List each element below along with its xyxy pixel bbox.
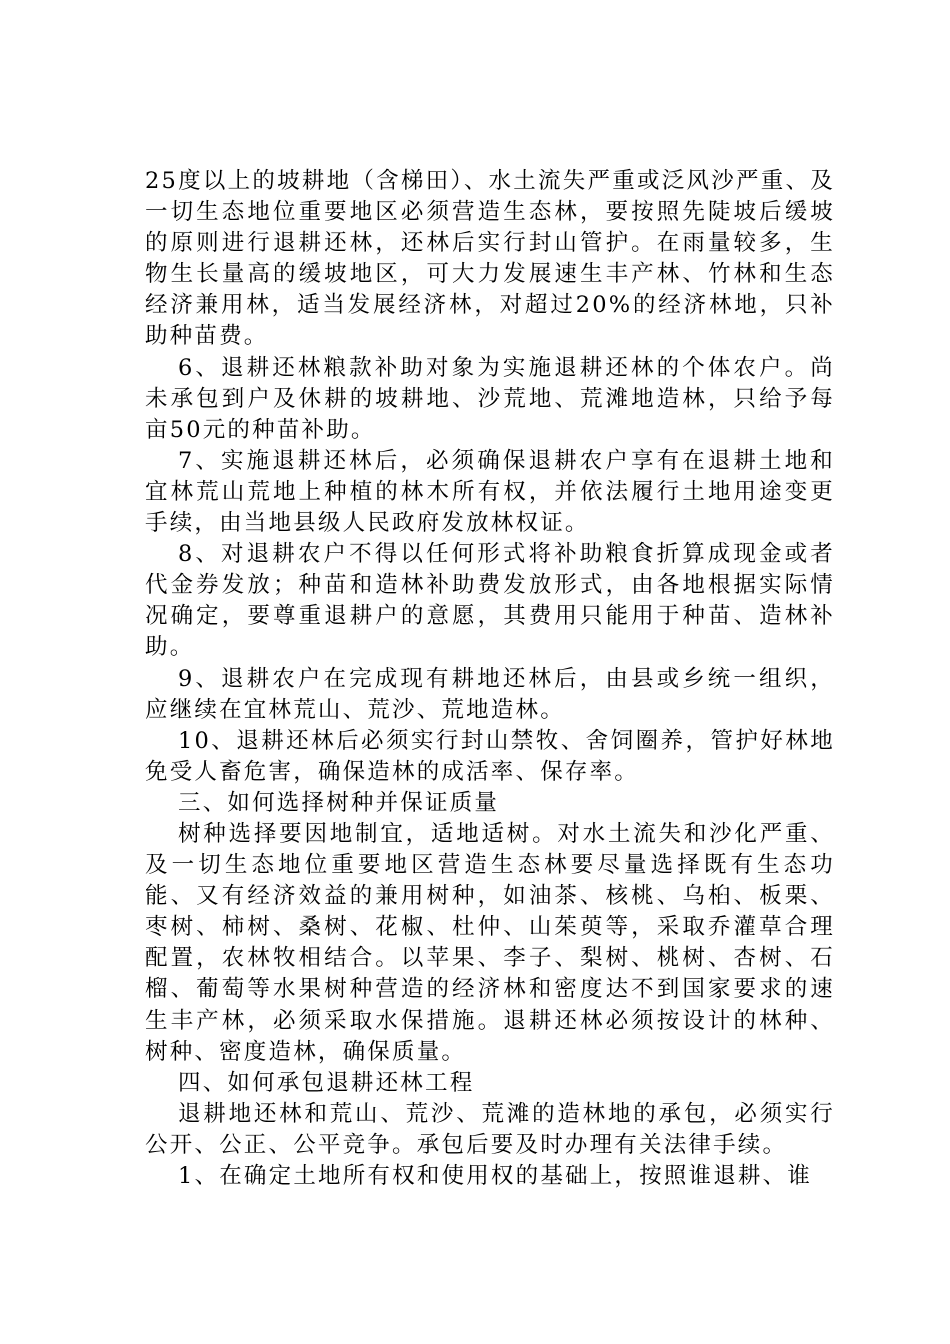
paragraph-tree-selection: 树种选择要因地制宜，适地适树。对水土流失和沙化严重、及一切生态地位重要地区营造生态林要尽量选择既有生态功能、又有经济效益的兼用树种，如油茶、核桃、乌桕、板栗、枣树、柿树、桑树、花椒、杜仲、山茱萸等，采取乔灌草合理配置，农林牧相结合。以苹果、李子、梨树、桃树、杏树、石榴、葡萄等水果树种营造的经济林和密度达不到国家要求的速生丰产林，必须采取水保措施。退耕还林必须按设计的林种、树种、密度造林，确保质量。 [145,820,835,1065]
paragraph-item-6: 6、退耕还林粮款补助对象为实施退耕还林的个体农户。尚未承包到户及休耕的坡耕地、沙荒地、荒滩地造林，只给予每亩50元的种苗补助。 [145,354,835,443]
section-heading-4: 四、如何承包退耕还林工程 [178,1069,475,1096]
paragraph-item-8: 8、对退耕农户不得以任何形式将补助粮食折算成现金或者代金券发放；种苗和造林补助费发放形式，由各地根据实际情况确定，要尊重退耕户的意愿，其费用只能用于种苗、造林补助。 [145,541,835,661]
document-page [145,166,835,1192]
paragraph-item-10: 10、退耕还林后必须实行封山禁牧、舍饲圈养，管护好林地免受人畜危害，确保造林的成活率、保存率。 [145,727,835,785]
paragraph-contracting: 退耕地还林和荒山、荒沙、荒滩的造林地的承包，必须实行公开、公正、公平竞争。承包后要及时办理有关法律手续。 [145,1100,835,1158]
paragraph-slope-farmland: 25度以上的坡耕地（含梯田）、水土流失严重或泛风沙严重、及一切生态地位重要地区必须营造生态林，要按照先陡坡后缓坡的原则进行退耕还林，还林后实行封山管护。在雨量较多，生物生长量高的缓坡地区，可大力发展速生丰产林、竹林和生态经济兼用林，适当发展经济林，对超过20%的经济林地，只补助种苗费。 [145,168,835,350]
section-heading-3: 三、如何选择树种并保证质量 [178,789,500,816]
paragraph-item-7: 7、实施退耕还林后，必须确保退耕农户享有在退耕土地和宜林荒山荒地上种植的林木所有权，并依法履行土地用途变更手续，由当地县级人民政府发放林权证。 [145,447,835,537]
paragraph-item-9: 9、退耕农户在完成现有耕地还林后，由县或乡统一组织，应继续在宜林荒山、荒沙、荒地造林。 [145,665,835,723]
paragraph-item-1: 1、在确定土地所有权和使用权的基础上，按照谁退耕、谁 [178,1163,813,1189]
